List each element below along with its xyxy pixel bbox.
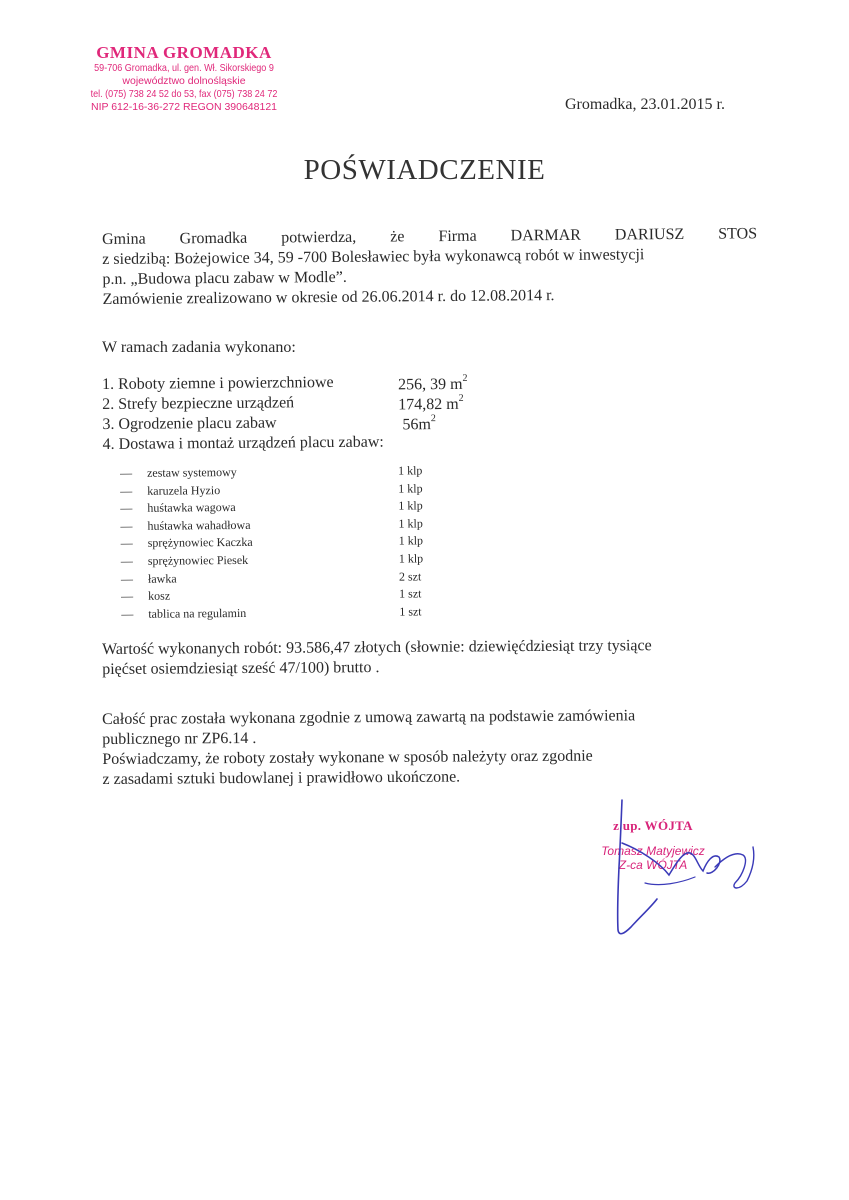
letterhead-stamp <box>64 44 304 114</box>
intro-paragraph <box>102 224 758 310</box>
closing-line-3: Poświadczamy, że roboty zostały wykonane w sposób należyty oraz zgodnie <box>102 747 593 768</box>
work-label: 2. Strefy bezpieczne urządzeń <box>102 394 295 413</box>
scope-heading: W ramach zadania wykonano: <box>102 339 296 356</box>
device-name: sprężynowiec Kaczka <box>147 535 253 551</box>
work-label: 4. Dostawa i montaż urządzeń placu zabaw: <box>102 433 384 453</box>
intro-line-3: p.n. „Budowa placu zabaw w Modle”. <box>102 268 347 288</box>
intro-line-4: Zamówienie zrealizowano w okresie od 26.06.2014 r. do 12.08.2014 r. <box>102 287 555 308</box>
signatory-role: Z-ca WÓJTA <box>618 858 688 872</box>
device-name: huśtawka wahadłowa <box>147 517 251 533</box>
intro-word: DARIUSZ <box>614 225 685 244</box>
work-value: 174,82 $m^2$ <box>398 392 464 414</box>
works-list <box>102 372 563 456</box>
intro-line-2: z siedzibą: Bożejowice 34, 59 -700 Bolesławiec była wykonawcą robót w inwestycji <box>102 246 645 268</box>
device-name: karuzela Hyzio <box>147 482 221 498</box>
org-name: GMINA GROMADKA <box>96 43 272 62</box>
intro-word: Gromadka <box>179 229 248 248</box>
value-paragraph <box>102 635 757 680</box>
device-name: huśtawka wagowa <box>147 500 236 515</box>
org-phones: tel. (075) 738 24 52 do 53, fax (075) 738 24 72 <box>90 88 278 100</box>
intro-word: Gmina <box>102 230 146 248</box>
closing-line-2: publicznego nr ZP6.14 . <box>102 729 257 748</box>
device-name: tablica na regulamin <box>148 605 247 621</box>
device-item: — tablica na regulamin 1 szt <box>121 604 422 621</box>
org-ids: NIP 612-16-36-272 REGON 390648121 <box>90 101 277 113</box>
intro-word: że <box>390 228 405 246</box>
device-item: — ławka 2 szt <box>120 568 422 586</box>
device-name: sprężynowiec Piesek <box>147 552 249 568</box>
document-date: Gromadka, 23.01.2015 r. <box>565 96 725 113</box>
org-region: województwo dolnośląskie <box>122 75 246 87</box>
device-name: zestaw systemowy <box>146 464 237 480</box>
document-title: POŚWIADCZENIE <box>303 154 546 186</box>
work-label: 3. Ogrodzenie placu zabaw <box>102 414 277 433</box>
value-line-1: Wartość wykonanych robót: 93.586,47 złotych (słownie: dziewięćdziesiąt trzy tysiące <box>102 637 652 658</box>
device-qty: 1 szt <box>399 604 422 619</box>
intro-word: Firma <box>438 227 477 246</box>
signatory-name: Tomasz Matyjewicz <box>601 844 705 858</box>
device-item: — huśtawka wagowa 1 klp <box>120 498 423 516</box>
signatory-authority: z up. WÓJTA <box>613 818 693 833</box>
intro-word: STOS <box>718 225 758 243</box>
device-item: — huśtawka wahadłowa 1 klp <box>120 516 423 533</box>
value-line-2: pięćset osiemdziesiąt sześć 47/100) brutto . <box>102 659 380 678</box>
device-qty: 1 klp <box>398 516 423 531</box>
org-address: 59-706 Gromadka, ul. gen. Wł. Sikorskiego 9 <box>94 62 274 74</box>
device-name: kosz <box>148 588 171 603</box>
closing-line-4: z zasadami sztuki budowlanej i prawidłowo ukończone. <box>102 768 461 788</box>
device-qty: 1 klp <box>398 498 423 513</box>
device-item: — zestaw systemowy 1 klp <box>120 463 423 480</box>
device-qty: 1 klp <box>398 533 424 548</box>
device-qty: 1 klp <box>398 551 424 566</box>
device-qty: 1 klp <box>397 463 423 478</box>
device-item: — sprężynowiec Piesek 1 klp <box>120 551 424 568</box>
intro-word: potwierdza, <box>281 228 357 247</box>
device-name: ławka <box>147 571 177 586</box>
device-item: — kosz 1 szt <box>121 586 422 604</box>
work-label: 1. Roboty ziemne i powierzchniowe <box>102 373 334 393</box>
device-item: — sprężynowiec Kaczka 1 klp <box>120 533 424 551</box>
closing-line-1: Całość prac została wykonana zgodnie z umową zawartą na podstawie zamówienia <box>102 707 636 728</box>
work-item <box>103 432 563 456</box>
work-value: 256, 39 $m^2$ <box>398 372 468 394</box>
device-qty: 2 szt <box>398 568 422 584</box>
closing-paragraph <box>102 705 758 790</box>
handwritten-signature <box>585 795 765 945</box>
device-item: — karuzela Hyzio 1 klp <box>120 480 423 498</box>
devices-list <box>120 463 451 624</box>
intro-word: DARMAR <box>510 226 581 245</box>
device-qty: 1 klp <box>398 480 423 496</box>
device-qty: 1 szt <box>399 586 422 601</box>
work-value: $56m^2$ <box>402 413 436 434</box>
